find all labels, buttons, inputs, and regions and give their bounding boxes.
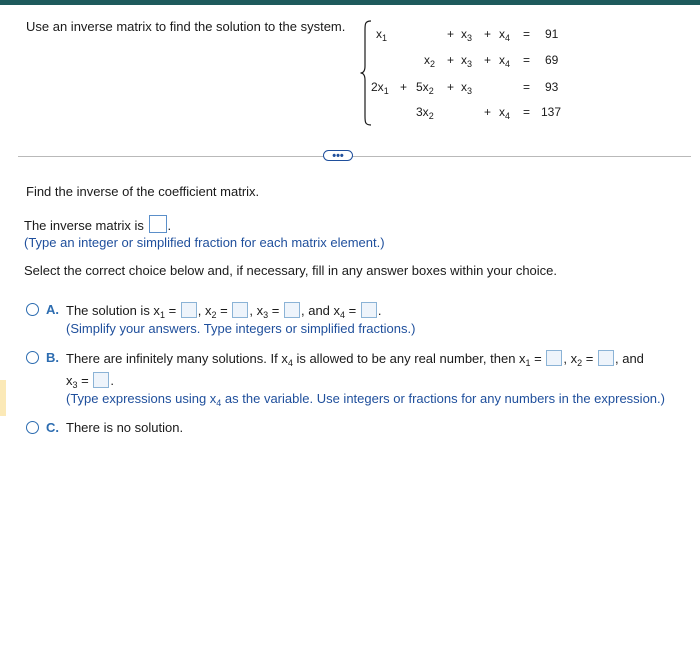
inverse-hint: (Type an integer or simplified fraction for each matrix element.) <box>24 235 385 250</box>
choice-a-x3-input[interactable] <box>284 302 300 318</box>
select-instruction: Select the correct choice below and, if necessary, fill in any answer boxes within your choice. <box>24 263 558 278</box>
choice-b-radio[interactable] <box>26 351 39 364</box>
eq2-rhs: 69 <box>545 53 559 67</box>
eq4-plus: + <box>484 105 492 119</box>
left-accent-strip <box>0 380 6 416</box>
eq4-term2: $x_4$ <box>499 105 511 121</box>
eq2-term1: $x_2$ <box>424 53 436 69</box>
choice-c-text: There is no solution. <box>66 420 184 435</box>
eq3-plus-a: + <box>400 80 408 94</box>
inverse-matrix-input[interactable] <box>149 215 167 233</box>
eq1-term2: $x_3$ <box>461 27 473 43</box>
choice-b-x1-input[interactable] <box>546 350 562 366</box>
eq2-plus-a: + <box>447 53 455 67</box>
eq1-plus-a: + <box>447 27 455 41</box>
choice-a-x4-input[interactable] <box>361 302 377 318</box>
choice-a-x1-input[interactable] <box>181 302 197 318</box>
choice-b-hint: (Type expressions using $x_4$ as the variable. Use integers or fractions for any numbers in the expression.) <box>66 391 665 408</box>
eq4-term1: $3x_2$ <box>416 105 434 121</box>
eq3-term1: $2x_1$ <box>371 80 389 96</box>
eq1-rhs: 91 <box>545 27 559 41</box>
choice-c-radio[interactable] <box>26 421 39 434</box>
eq2-term2: $x_3$ <box>461 53 473 69</box>
choice-b-x3-line: $x_3$ = . <box>66 373 114 390</box>
choice-a-x2-input[interactable] <box>232 302 248 318</box>
eq3-plus-b: + <box>447 80 455 94</box>
section-divider <box>18 156 691 157</box>
more-options-button[interactable]: ••• <box>323 150 353 161</box>
choice-b-x3-input[interactable] <box>93 372 109 388</box>
eq4-equals: = <box>523 105 531 119</box>
eq2-equals: = <box>523 53 531 67</box>
choice-b-letter: B. <box>46 350 59 365</box>
eq2-plus-b: + <box>484 53 492 67</box>
eq1-term3: $x_4$ <box>499 27 511 43</box>
eq3-term2: $5x_2$ <box>416 80 434 96</box>
eq1-term1: $x_1$ <box>376 27 388 43</box>
eq4-rhs: 137 <box>541 105 562 119</box>
choice-a-letter: A. <box>46 302 59 317</box>
choice-a-radio[interactable] <box>26 303 39 316</box>
choice-b-x2-input[interactable] <box>598 350 614 366</box>
inverse-instruction: Find the inverse of the coefficient matrix. <box>26 184 260 199</box>
eq3-term3: $x_3$ <box>461 80 473 96</box>
choice-a-hint: (Simplify your answers. Type integers or simplified fractions.) <box>66 321 416 336</box>
eq3-rhs: 93 <box>545 80 559 94</box>
choice-c-letter: C. <box>46 420 59 435</box>
inverse-label: The inverse matrix is <box>24 218 144 233</box>
inverse-answer-line: The inverse matrix is . <box>24 215 171 233</box>
eq2-term3: $x_4$ <box>499 53 511 69</box>
choice-b-text: There are infinitely many solutions. If $x_4$ is allowed to be any real number, then $x_1$ = , $x_2$ = , and <box>66 351 644 368</box>
choice-a-text: The solution is $x_1$ = , $x_2$ = , $x_3$ = , and $x_4$ = . <box>66 303 382 320</box>
eq3-equals: = <box>523 80 531 94</box>
top-bar <box>0 0 700 5</box>
eq1-plus-b: + <box>484 27 492 41</box>
left-brace-icon <box>360 20 372 126</box>
eq1-equals: = <box>523 27 531 41</box>
question-prompt: Use an inverse matrix to find the solution to the system. <box>26 19 346 34</box>
